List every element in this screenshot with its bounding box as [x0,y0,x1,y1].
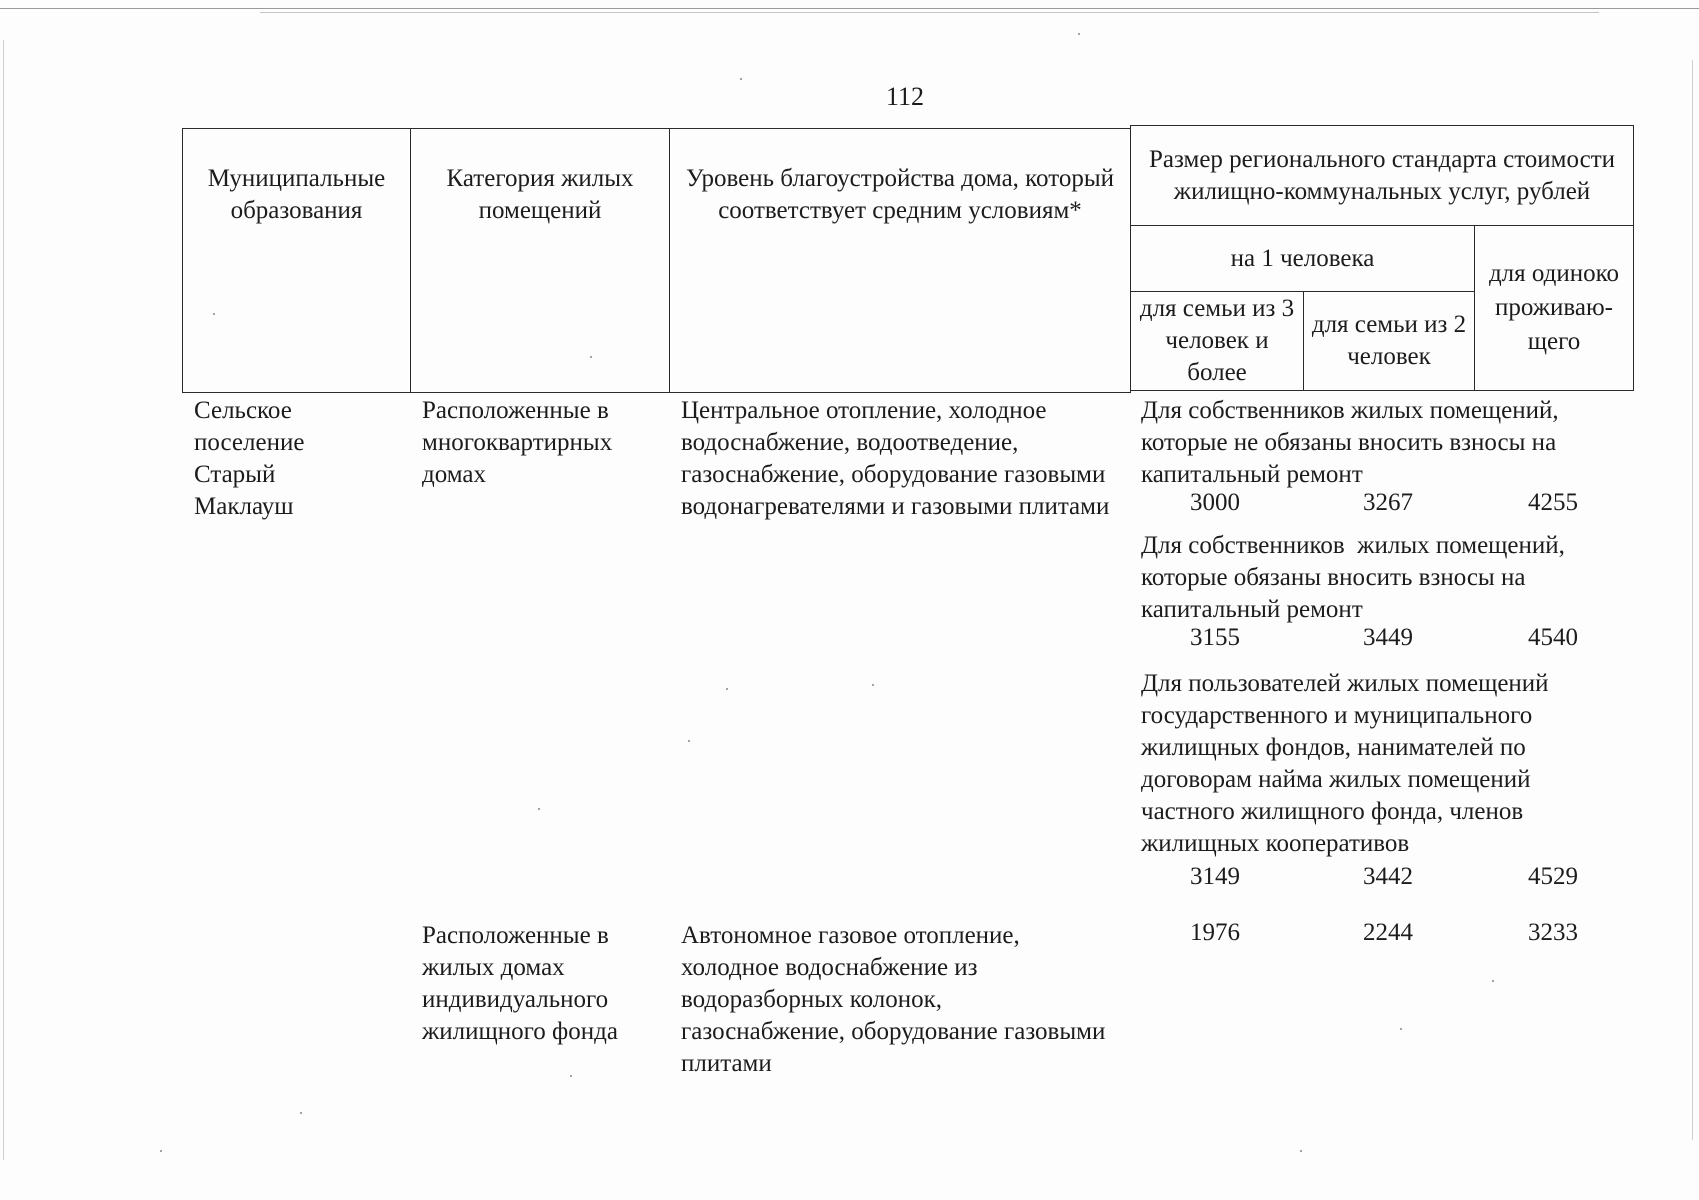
scan-speck [538,808,540,810]
header-level [669,128,1131,393]
category-individual-houses: Расположенные в жилых домах индивидуального жилищного фонда [422,922,618,1045]
group2-value-single: 4540 [1528,624,1578,651]
header-family3 [1130,291,1304,391]
row2-value-family3: 1976 [1190,919,1240,946]
header-level-label: Уровень благоустройства дома, который соответствует средним условиям* [686,165,1114,224]
scan-speck [740,78,742,80]
header-per-person-label: на 1 человека [1230,244,1375,272]
header-per-person [1130,225,1475,292]
header-standard-size-label: Размер регионального стандарта стоимости жилищно-коммунальных услуг, рублей [1148,145,1616,205]
group3-value-family3: 3149 [1190,863,1240,890]
category-apartment-buildings: Расположенные в многоквартирных домах [422,397,613,488]
scan-speck [300,1112,302,1114]
scan-edge-top [0,8,1699,9]
group1-value-family3: 3000 [1190,489,1240,516]
scan-edge-top-inner [260,12,1599,13]
scan-speck [872,684,874,686]
scan-edge-right [1692,60,1693,1140]
row2-value-family2: 2244 [1363,919,1413,946]
scan-edge-left [3,40,4,1160]
group2-value-family3: 3155 [1190,624,1240,651]
header-single [1474,225,1634,391]
group-tenants-label: Для пользователей жилых помещений государственного и муниципального жилищных фондов, нанимателей по договорам найма жилых помещений частного жилищного фонда, членов жилищных кооперативов [1141,670,1549,857]
group-owners-no-contributions-label: Для собственников жилых помещений, которые не обязаны вносить взносы на капитальный ремонт [1141,397,1559,488]
scan-speck [570,1075,572,1077]
group1-value-family2: 3267 [1363,489,1413,516]
group2-value-family2: 3449 [1363,624,1413,651]
group3-value-single: 4529 [1528,863,1578,890]
group1-value-single: 4255 [1528,489,1578,516]
page-number: 112 [885,82,925,111]
level-autonomous-gas-heating: Автономное газовое отопление, холодное водоснабжение из водоразборных колонок, газоснабжение, оборудование газовыми плитами [681,922,1106,1077]
scan-speck [1078,33,1080,35]
group3-value-family2: 3442 [1363,863,1413,890]
header-family2 [1303,291,1475,391]
scan-speck [213,313,215,315]
header-municipality-label: Муниципальные образования [207,165,386,224]
scan-speck [1492,980,1494,982]
header-category-label: Категория жилых помещений [446,165,634,224]
level-central-heating: Центральное отопление, холодное водоснабжение, водоотведение, газоснабжение, оборудование газовыми водонагревателями и газовыми плитами [681,397,1110,520]
scan-speck [160,1150,162,1152]
header-family3-label: для семьи из 3 человек и более [1139,295,1295,386]
scan-speck [1400,1028,1402,1030]
group-owners-contributions-label: Для собственников жилых помещений, которые обязаны вносить взносы на капитальный ремонт [1141,532,1572,623]
header-family2-label: для семьи из 2 человек [1311,311,1467,370]
scan-speck [1300,1150,1302,1152]
row2-value-single: 3233 [1528,919,1578,946]
municipality-name: Сельское поселение Старый Маклауш [194,397,305,520]
header-category [410,128,670,393]
header-standard-size [1130,125,1634,226]
header-municipality [182,128,411,393]
scan-speck [590,356,592,358]
header-single-label: для одиноко проживаю-щего [1488,260,1620,355]
scan-speck [688,740,690,742]
scan-speck [726,688,728,690]
